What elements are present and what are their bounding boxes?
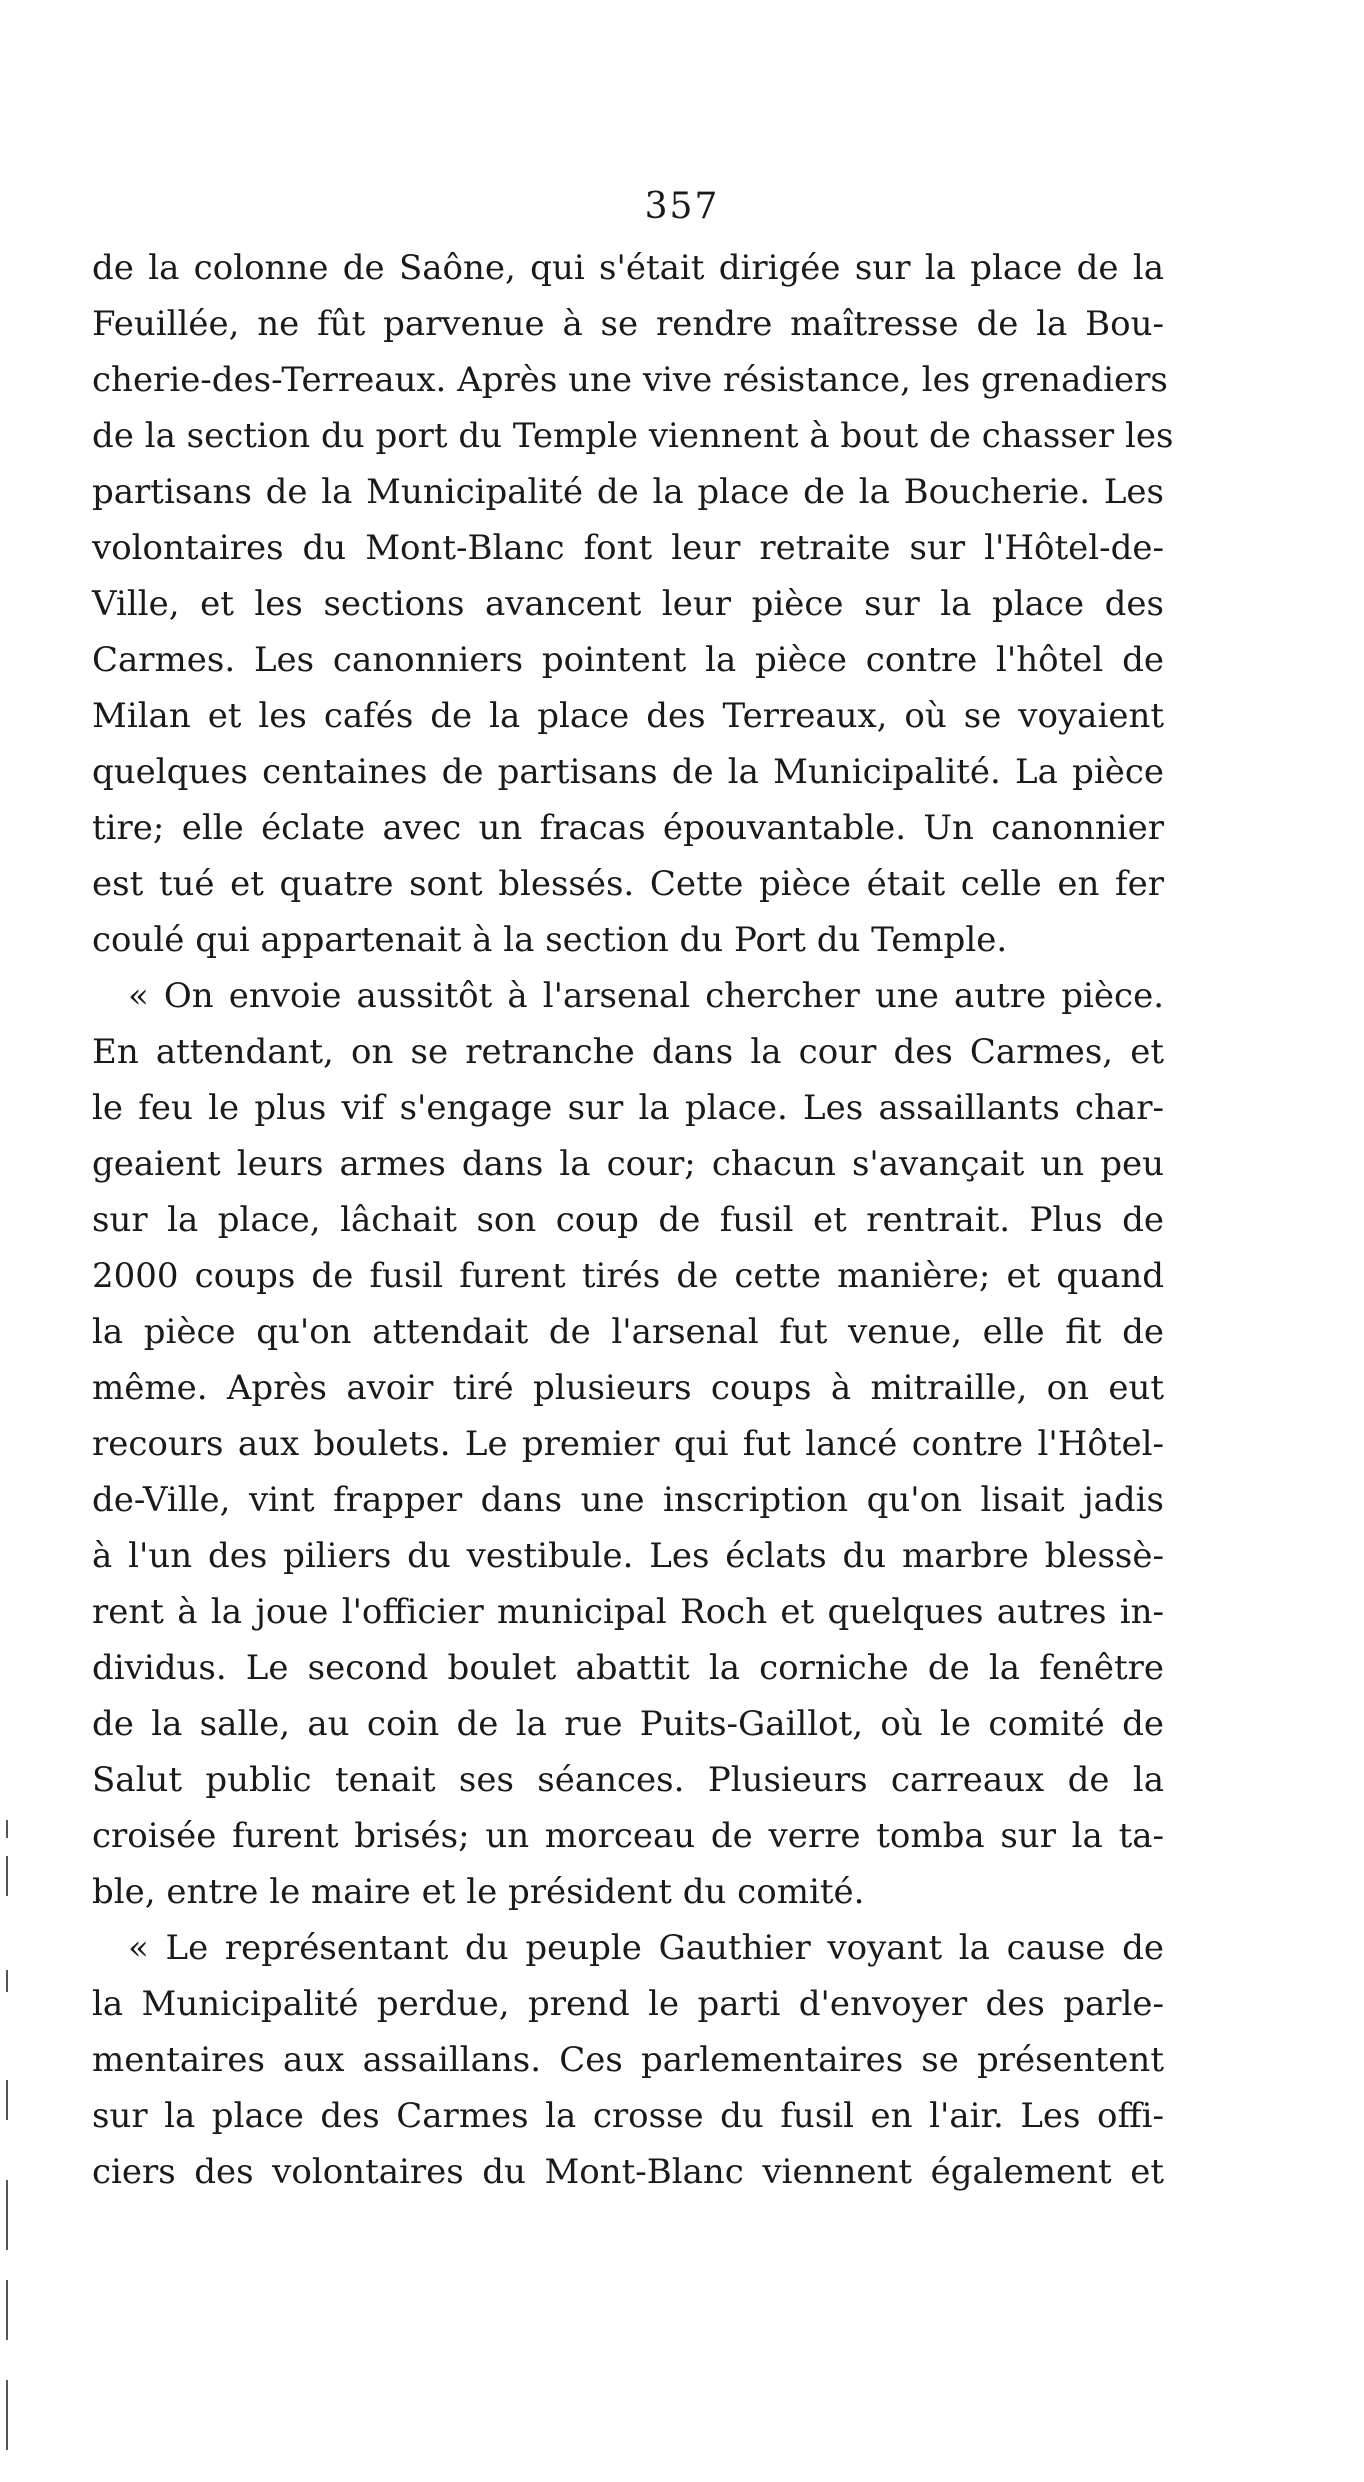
text-line: de la salle, au coin de la rue Puits-Gaillot, où le comité de [92, 1704, 1164, 1744]
text-line: est tué et quatre sont blessés. Cette pièce était celle en fer [92, 864, 1164, 904]
text-line: volontaires du Mont-Blanc font leur retraite sur l'Hôtel-de- [92, 528, 1164, 568]
text-line: 2000 coups de fusil furent tirés de cette manière; et quand [92, 1256, 1164, 1296]
text-line: ciers des volontaires du Mont-Blanc viennent également et [92, 2152, 1164, 2192]
text-line: la Municipalité perdue, prend le parti d'envoyer des parle- [92, 1984, 1164, 2024]
text-line: cherie-des-Terreaux. Après une vive résistance, les grenadiers [92, 360, 1168, 400]
text-line: à l'un des piliers du vestibule. Les éclats du marbre blessè- [92, 1536, 1164, 1576]
text-line: coulé qui appartenait à la section du Port du Temple. [92, 920, 1008, 960]
text-line: Milan et les cafés de la place des Terreaux, où se voyaient [92, 696, 1164, 736]
text-line: de la colonne de Saône, qui s'était dirigée sur la place de la [92, 248, 1164, 288]
text-line: « On envoie aussitôt à l'arsenal chercher une autre pièce. [128, 976, 1164, 1016]
text-line: ble, entre le maire et le président du comité. [92, 1872, 865, 1912]
text-line: partisans de la Municipalité de la place de la Boucherie. Les [92, 472, 1164, 512]
text-line: quelques centaines de partisans de la Municipalité. La pièce [92, 752, 1164, 792]
text-line: recours aux boulets. Le premier qui fut lancé contre l'Hôtel- [92, 1424, 1164, 1464]
text-line: de la section du port du Temple viennent à bout de chasser les [92, 416, 1174, 456]
page-number: 357 [644, 186, 720, 227]
text-line: Carmes. Les canonniers pointent la pièce contre l'hôtel de [92, 640, 1164, 680]
text-line: En attendant, on se retranche dans la cour des Carmes, et [92, 1032, 1164, 1072]
text-line: la pièce qu'on attendait de l'arsenal fut venue, elle fit de [92, 1312, 1164, 1352]
text-line: Feuillée, ne fût parvenue à se rendre maîtresse de la Bou- [92, 304, 1164, 344]
text-line: geaient leurs armes dans la cour; chacun s'avançait un peu [92, 1144, 1164, 1184]
text-line: sur la place, lâchait son coup de fusil et rentrait. Plus de [92, 1200, 1164, 1240]
text-line: sur la place des Carmes la crosse du fusil en l'air. Les offi- [92, 2096, 1164, 2136]
text-line: dividus. Le second boulet abattit la corniche de la fenêtre [92, 1648, 1164, 1688]
text-line: Ville, et les sections avancent leur pièce sur la place des [92, 584, 1164, 624]
text-line: croisée furent brisés; un morceau de verre tomba sur la ta- [92, 1816, 1164, 1856]
text-line: même. Après avoir tiré plusieurs coups à mitraille, on eut [92, 1368, 1164, 1408]
text-line: mentaires aux assaillans. Ces parlementaires se présentent [92, 2040, 1164, 2080]
text-line: tire; elle éclate avec un fracas épouvantable. Un canonnier [92, 808, 1164, 848]
body-text [92, 240, 1174, 2200]
text-line: « Le représentant du peuple Gauthier voyant la cause de [128, 1928, 1164, 1968]
text-line: rent à la joue l'officier municipal Roch et quelques autres in- [92, 1592, 1164, 1632]
text-line: Salut public tenait ses séances. Plusieurs carreaux de la [92, 1760, 1164, 1800]
text-line: le feu le plus vif s'engage sur la place. Les assaillants char- [92, 1088, 1164, 1128]
text-line: de-Ville, vint frapper dans une inscription qu'on lisait jadis [92, 1480, 1164, 1520]
scan-margin-marks [0, 1820, 12, 2460]
